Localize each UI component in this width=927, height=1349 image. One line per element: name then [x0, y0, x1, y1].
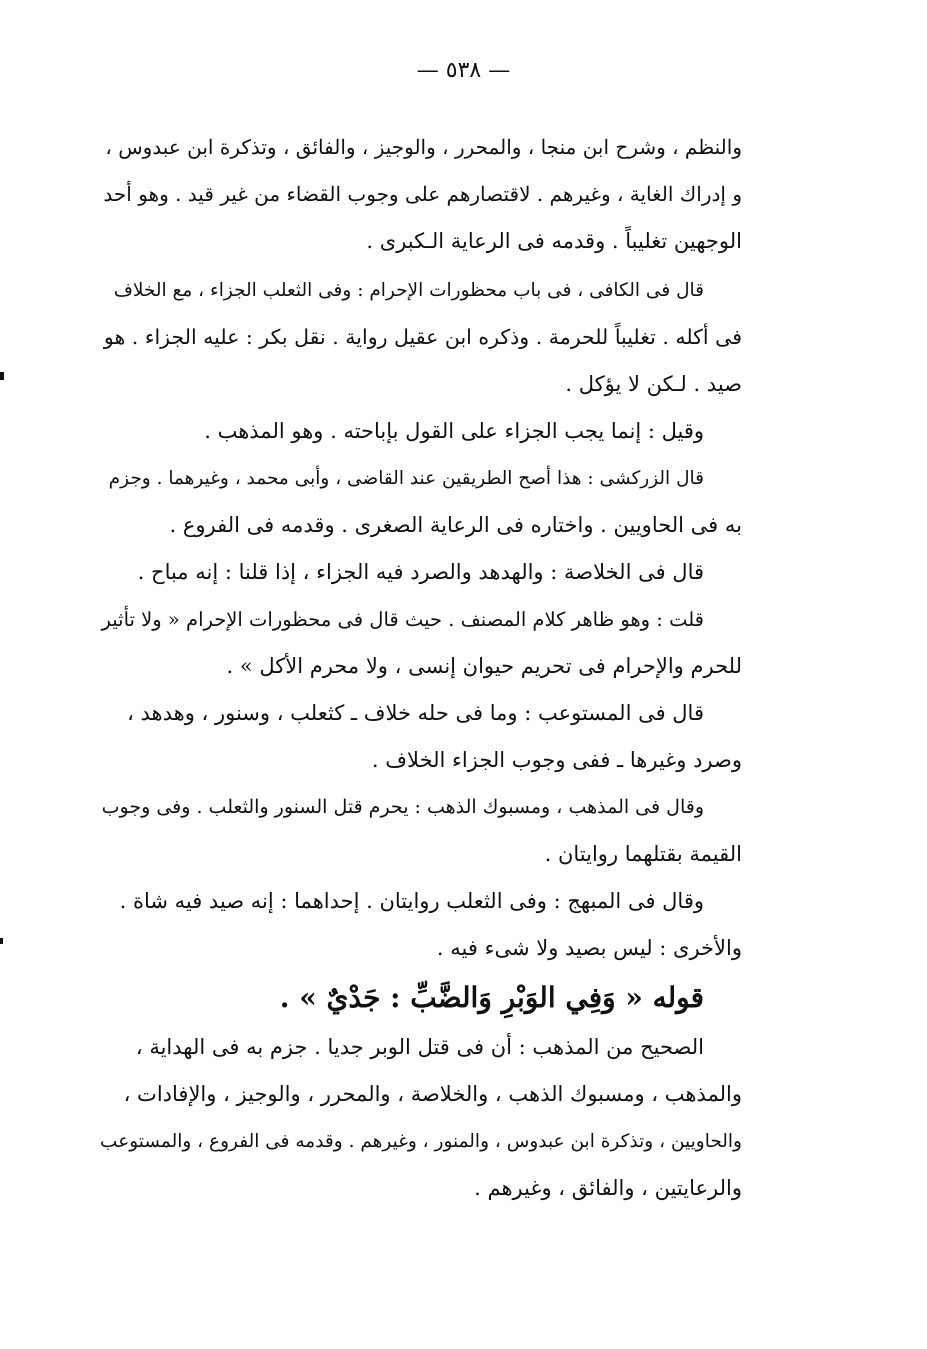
text-line: الوجهين تغليباً . وقدمه فى الرعاية الـكبرى . — [366, 229, 742, 253]
text-line: وصرد وغيرها ـ ففى وجوب الجزاء الخلاف . — [371, 748, 742, 772]
paragraph-start-line: قال فى المستوعب : وما فى حله خلاف ـ كثعلب ، وسنور ، وهدهد ، — [127, 701, 704, 725]
body-text — [100, 124, 742, 1212]
text-line: والنظم ، وشرح ابن منجا ، والمحرر ، والوجيز ، والفائق ، وتذكرة ابن عبدوس ، — [105, 135, 742, 159]
paragraph-start-line: الصحيح من المذهب : أن فى قتل الوبر جديا . جزم به فى الهداية ، — [135, 1035, 704, 1059]
paragraph-start-line: قلت : وهو ظاهر كلام المصنف . حيث قال فى محظورات الإحرام « ولا تأثير — [101, 608, 704, 631]
text-line: والرعايتين ، والفائق ، وغيرهم . — [474, 1176, 742, 1200]
text-line: و إدراك الغاية ، وغيرهم . لاقتصارهم على وجوب القضاء من غير قيد . وهو أحد — [103, 182, 742, 206]
paragraph-start-line: وقيل : إنما يجب الجزاء على القول بإباحته . وهو المذهب . — [204, 419, 704, 443]
text-line: والحاويين ، وتذكرة ابن عبدوس ، والمنور ، وغيرهم . وقدمه فى الفروع ، والمستوعب — [100, 1131, 742, 1152]
text-line: صيد . لـكن لا يؤكل . — [565, 372, 742, 396]
text-line: والمذهب ، ومسبوك الذهب ، والخلاصة ، والمحرر ، والوجيز ، والإفادات ، — [123, 1082, 742, 1106]
text-line: للحرم والإحرام فى تحريم حيوان إنسى ، ولا محرم الأكل » . — [226, 654, 742, 678]
section-heading: قوله « وَفِي الوَبْرِ وَالضَّبِّ : جَدْيٌ » . — [279, 981, 704, 1014]
paragraph-start-line: قال فى الكافى ، فى باب محظورات الإحرام : وفى الثعلب الجزاء ، مع الخلاف — [113, 280, 704, 301]
text-line: القيمة بقتلهما روايتان . — [544, 842, 742, 866]
text-line: به فى الحاويين . واختاره فى الرعاية الصغرى . وقدمه فى الفروع . — [169, 513, 742, 537]
scan-mark — [0, 372, 4, 380]
page-number: — ٥٣٨ — — [416, 58, 511, 83]
text-line: فى أكله . تغليباً للحرمة . وذكره ابن عقيل رواية . نقل بكر : عليه الجزاء . هو — [103, 325, 742, 349]
paragraph-start-line: قال فى الخلاصة : والهدهد والصرد فيه الجزاء ، إذا قلنا : إنه مباح . — [137, 560, 704, 584]
paragraph-start-line: وقال فى المذهب ، ومسبوك الذهب : يحرم قتل السنور والثعلب . وفى وجوب — [101, 796, 704, 818]
paragraph-start-line: قال الزركشى : هذا أصح الطريقين عند القاضى ، وأبى محمد ، وغيرهما . وجزم — [108, 468, 704, 489]
paragraph-start-line: وقال فى المبهج : وفى الثعلب روايتان . إحداهما : إنه صيد فيه شاة . — [119, 889, 704, 913]
text-line: والأخرى : ليس بصيد ولا شىء فيه . — [436, 936, 742, 960]
scan-mark — [0, 938, 3, 944]
